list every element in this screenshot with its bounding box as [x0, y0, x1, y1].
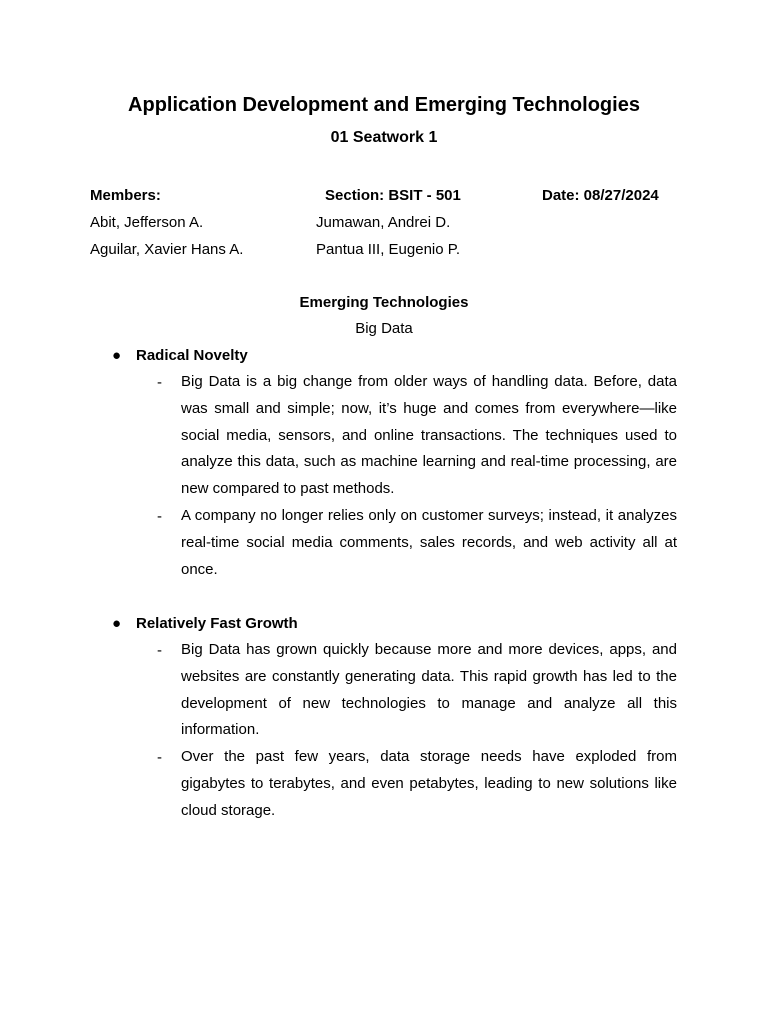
document-title: Application Development and Emerging Technologies [128, 94, 640, 116]
bullet-title: Radical Novelty [136, 347, 248, 364]
section-heading: Emerging Technologies [299, 294, 469, 311]
topic-heading: Big Data [355, 320, 413, 337]
dash-marker: - [157, 749, 162, 766]
bullet-radical-novelty [112, 346, 248, 366]
document-subtitle: 01 Seatwork 1 [330, 129, 438, 146]
dash-marker: - [157, 508, 162, 525]
list-item-paragraph: Over the past few years, data storage needs have exploded from gigabytes to terabytes, and even petabytes, leading to new solutions like cloud storage. [181, 748, 677, 819]
dash-marker: - [157, 374, 162, 391]
bullet-relatively-fast-growth [112, 614, 298, 634]
member-name: Pantua III, Eugenio P. [316, 241, 461, 258]
dash-marker: - [157, 642, 162, 659]
list-item-paragraph: A company no longer relies only on customer surveys; instead, it analyzes real-time social media comments, sales records, and web activity all at once. [181, 507, 677, 578]
date-label: Date: 08/27/2024 [542, 187, 659, 204]
list-item-paragraph: Big Data is a big change from older ways of handling data. Before, data was small and simple; now, it’s huge and comes from everywhere—like social media, sensors, and online transactions. The techniques used to analyze this data, such as machine learning and real-time processing, are new compared to past methods. [181, 373, 677, 498]
member-name: Jumawan, Andrei D. [316, 214, 451, 231]
bullet-point-icon: ● [112, 615, 122, 632]
list-item-paragraph: Big Data has grown quickly because more and more devices, apps, and websites are constantly generating data. This rapid growth has led to the development of new technologies to manage and analyze all this information. [181, 641, 677, 739]
member-name: Aguilar, Xavier Hans A. [90, 241, 244, 258]
section-label: Section: BSIT - 501 [325, 187, 461, 204]
member-name: Abit, Jefferson A. [90, 214, 204, 231]
bullet-point-icon: ● [112, 347, 122, 364]
members-label: Members: [90, 187, 161, 204]
bullet-title: Relatively Fast Growth [136, 615, 298, 632]
